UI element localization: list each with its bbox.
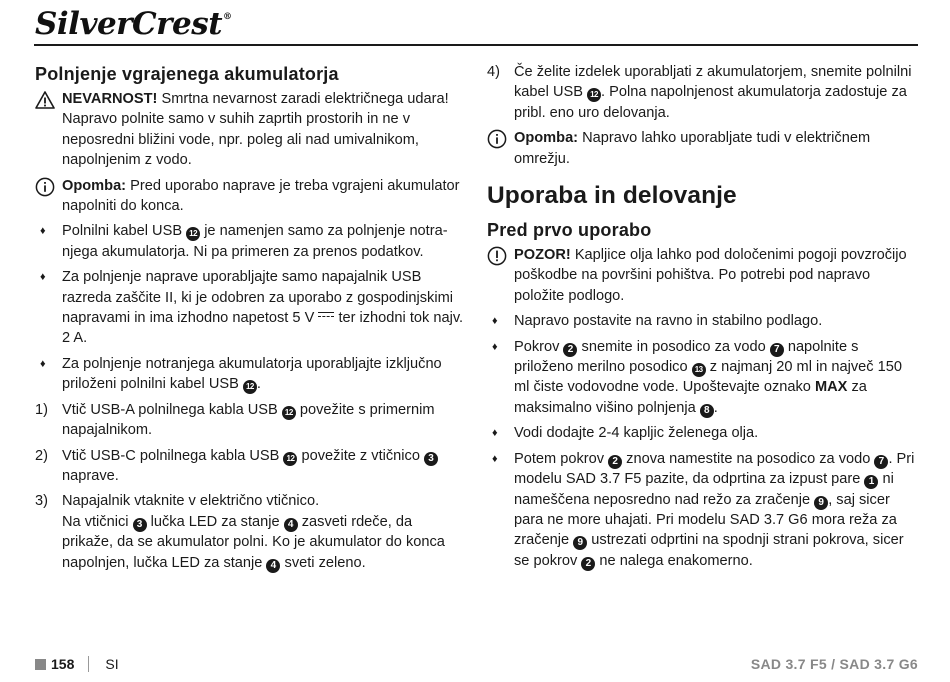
step-text: sveti zeleno. <box>284 554 366 571</box>
bullet-text: napolnite s priloženo merilno posodico <box>514 338 859 376</box>
part-number-badge: 12 <box>282 406 296 420</box>
bullet-text: Pokrov <box>514 338 560 355</box>
bullet-replace-lid <box>487 449 919 571</box>
part-number-badge: 2 <box>608 455 622 469</box>
part-number-badge: 9 <box>814 496 828 510</box>
part-number-badge: 2 <box>563 343 577 357</box>
part-number-badge: 7 <box>770 343 784 357</box>
part-number-badge: 12 <box>186 227 200 241</box>
warning-triangle-icon <box>35 90 55 110</box>
step-text: naprave. <box>62 467 119 484</box>
part-number-badge: 12 <box>587 88 601 102</box>
bullet-text: Potem pokrov <box>514 450 605 467</box>
page-marker-square <box>35 659 46 670</box>
bullet-text: je namenjen samo za polnjenje notra- njega akumulatorja. Ni pa primeren za prenos podatkov. <box>62 223 448 260</box>
page-number: 158 <box>51 656 75 672</box>
bullet-text: z najmanj 20 ml in največ 150 ml čiste vodovodne vode. Upoštevajte oznako <box>514 359 902 396</box>
part-number-badge: 7 <box>874 455 888 469</box>
step-text: Na vtičnici <box>62 513 129 530</box>
part-number-badge: 9 <box>573 536 587 550</box>
max-mark-label: MAX <box>814 379 848 396</box>
info-circle-icon <box>487 129 507 149</box>
dc-voltage-symbol-icon <box>318 312 334 320</box>
bullet-text: ni nameščena neposredno nad režo za zračenje <box>514 471 894 508</box>
diamond-bullet-icon: ♦ <box>492 340 498 353</box>
header-rule <box>34 44 918 46</box>
bullet-text: , saj sicer para ne more uhajati. Pri modelu SAD 3.7 G6 mora reža za zračenje <box>514 491 897 549</box>
bullet-text: ter izhodni tok najv. 2 A. <box>62 310 464 347</box>
bullet-text: za maksimalno višino polnjenja <box>514 379 867 416</box>
step-text: . Polna napolnjenost akumulatorja zadostuje za pribl. eno uro delovanja. <box>514 84 907 121</box>
danger-label: NEVARNOST! <box>62 91 158 107</box>
step-text: Če želite izdelek uporabljati z akumulatorjem, snemite polnilni kabel USB <box>514 64 912 101</box>
caution-text: Kapljice olja lahko pod določenimi pogoji povzročijo poškodbe na površini pohištva. Po potrebi pod napravo položite podlogo. <box>514 247 907 304</box>
step-text: Vtič USB-A polnilnega kabla USB <box>62 401 278 418</box>
step-1 <box>35 400 465 441</box>
bullet-text: znova namestite na posodico za vodo <box>626 450 871 467</box>
part-number-badge: 8 <box>700 404 714 418</box>
footer-left <box>35 656 119 672</box>
caution-notice <box>487 245 919 306</box>
bullet-place-device <box>487 311 919 331</box>
bullet-text: Za polnjenje naprave uporabljajte samo napajalnik USB razreda zaščite II, ki je odobren za uporabo z gospodinjskimi napravami in ima izhodno napetost 5 V <box>62 269 453 327</box>
step-text: Napajalnik vtaknite v električno vtičnico. <box>62 493 320 510</box>
bullet-supplied-cable <box>35 354 465 395</box>
footer-models: SAD 3.7 F5 / SAD 3.7 G6 <box>750 656 918 672</box>
bullet-text: Za polnjenje notranjega akumulatorja uporabljajte izključno priloženi polnilni kabel USB <box>62 355 442 393</box>
step-3 <box>35 491 465 573</box>
step-text: Vtič USB-C polnilnega kabla USB <box>62 447 280 464</box>
note-text: Pred uporabo naprave je treba vgrajeni akumulator napolniti do konca. <box>62 177 460 215</box>
step-number: 4) <box>487 64 500 80</box>
subheading-first-use: Pred prvo uporabo <box>487 220 652 241</box>
part-number-badge: 12 <box>283 452 297 466</box>
info-circle-icon <box>35 177 55 197</box>
step-number: 2) <box>35 447 48 464</box>
bullet-add-oil <box>487 423 919 443</box>
bullet-text: ustrezati odprtini na spodnji strani pokrova, sicer se pokrov <box>514 532 904 569</box>
registered-mark: ® <box>223 12 232 22</box>
bullet-usb-cable-purpose <box>35 221 465 262</box>
exclamation-circle-icon <box>487 246 507 266</box>
brand-logo <box>35 6 232 42</box>
part-number-badge: 4 <box>266 559 280 573</box>
bullet-text: ne nalega enakomerno. <box>599 552 753 569</box>
bullet-usb-adapter <box>35 267 465 349</box>
step-text: zasveti rdeče, da prikaže, da se akumulator polni. Ko je akumulator do konca napolnjen, lučka LED za stanje <box>62 513 445 571</box>
diamond-bullet-icon: ♦ <box>492 452 498 465</box>
left-column <box>35 62 465 578</box>
right-column <box>487 62 919 576</box>
note-text: Napravo lahko uporabljate tudi v električnem omrežju. <box>514 130 871 167</box>
bullet-text: . Pri modelu SAD 3.7 F5 pazite, da odprtina za izpust pare <box>514 450 915 488</box>
step-number: 1) <box>35 401 48 418</box>
step-text: lučka LED za stanje <box>150 513 280 530</box>
part-number-badge: 3 <box>133 518 147 532</box>
step-4 <box>487 62 919 123</box>
bullet-text: Polnilni kabel USB <box>62 223 183 240</box>
bullet-text: . <box>256 376 261 393</box>
step-number: 3) <box>35 493 48 510</box>
note-precharge <box>35 176 465 217</box>
danger-warning <box>35 89 465 171</box>
section-heading-charging: Polnjenje vgrajenega akumulatorja <box>35 64 339 84</box>
diamond-bullet-icon: ♦ <box>492 427 498 440</box>
bullet-text: . <box>713 399 718 416</box>
diamond-bullet-icon: ♦ <box>492 315 498 328</box>
bullet-text: Vodi dodajte 2-4 kapljic želenega olja. <box>514 425 759 442</box>
note-mains-operation <box>487 128 919 169</box>
part-number-badge: 1 <box>864 475 878 489</box>
diamond-bullet-icon: ♦ <box>40 357 46 370</box>
step-text: povežite s primernim napajalnikom. <box>62 401 435 439</box>
part-number-badge: 4 <box>284 518 298 532</box>
footer-divider <box>88 656 89 672</box>
bullet-text: snemite in posodico za vodo <box>581 338 766 355</box>
note-label: Opomba: <box>514 130 579 147</box>
diamond-bullet-icon: ♦ <box>40 225 46 238</box>
section-title-operation: Uporaba in delovanje <box>487 182 737 210</box>
part-number-badge: 12 <box>243 380 257 394</box>
part-number-badge: 13 <box>692 363 706 377</box>
diamond-bullet-icon: ♦ <box>40 271 46 284</box>
danger-text: Smrtna nevarnost zaradi električnega udara! Napravo polnite samo v suhih zaprtih prostorih in ne v neposredni bližini vode, npr. poleg ali nad umivalnikom, napolnjenim z vodo. <box>62 91 449 169</box>
caution-label: POZOR! <box>514 247 571 264</box>
step-2 <box>35 446 465 487</box>
part-number-badge: 3 <box>424 452 438 466</box>
part-number-badge: 2 <box>581 557 595 571</box>
language-code: SI <box>105 656 119 672</box>
brand-logo-text: SilverCrest <box>35 6 223 42</box>
note-label: Opomba: <box>62 177 127 194</box>
step-text: povežite z vtičnico <box>301 447 420 464</box>
bullet-fill-water <box>487 337 919 419</box>
bullet-text: Napravo postavite na ravno in stabilno podlago. <box>514 313 823 330</box>
